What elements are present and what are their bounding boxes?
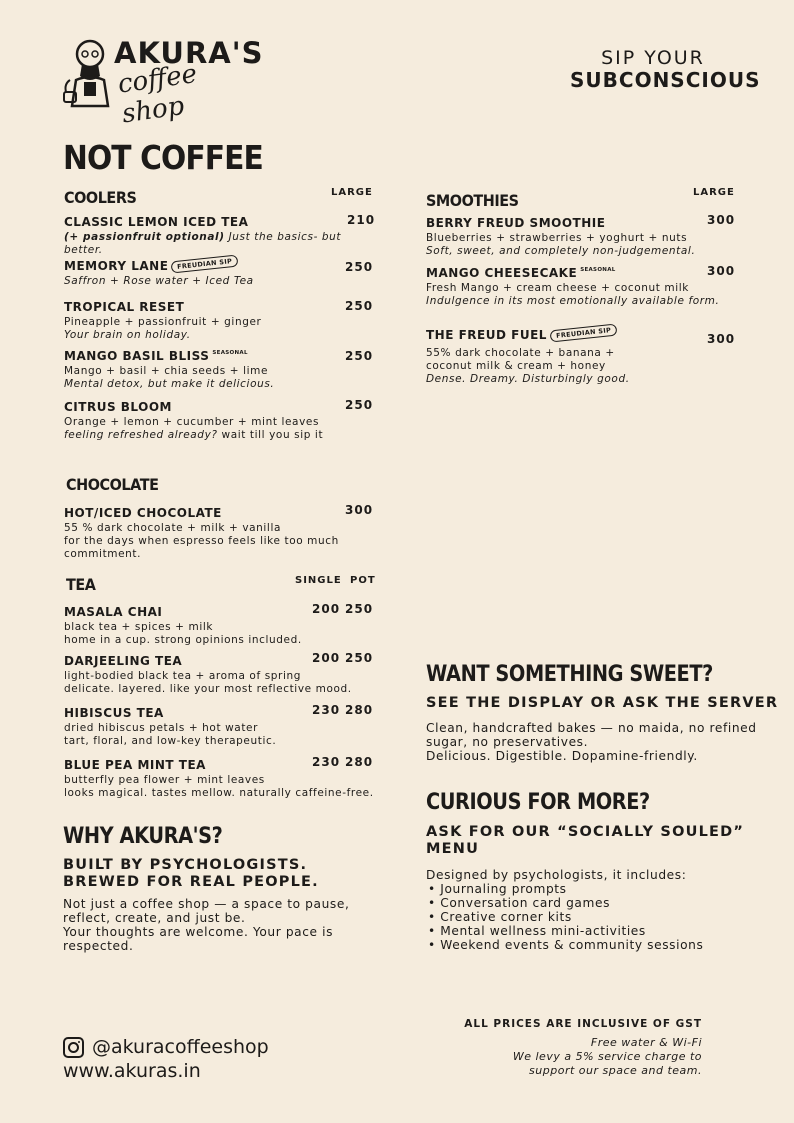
service-note: Free water & Wi-Fi We levy a 5% service charge to support our space and team.	[512, 1036, 702, 1077]
instagram-link[interactable]	[63, 1036, 269, 1058]
seasonal-tag: SEASONAL	[212, 350, 248, 356]
why-title: WHY AKURA'S?	[63, 824, 223, 849]
item-desc-italic: Your brain on holiday.	[64, 329, 191, 341]
item-price: 250	[345, 349, 374, 363]
list-item: • Creative corner kits	[428, 910, 572, 924]
item-price: 300	[707, 213, 736, 227]
seasonal-tag: SEASONAL	[580, 267, 616, 273]
item-name: MASALA CHAI	[64, 605, 163, 619]
item-price: 250	[345, 299, 374, 313]
why-body: Not just a coffee shop — a space to pause, reflect, create, and just be. Your thoughts are welcome. Your pace is respected.	[63, 897, 350, 953]
item-desc: Orange + lemon + cucumber + mint leaves	[64, 416, 320, 428]
item-price-single: 230	[312, 755, 341, 769]
tagline-line2: SUBCONSCIOUS	[570, 68, 761, 92]
brand-logo	[62, 36, 264, 130]
sweet-subtitle: SEE THE DISPLAY OR ASK THE SERVER	[426, 695, 779, 711]
smoothies-title: SMOOTHIES	[426, 191, 519, 210]
sweet-title: WANT SOMETHING SWEET?	[426, 662, 713, 687]
sweet-body: Clean, handcrafted bakes — no maida, no refined sugar, no preservatives. Delicious. Digestible. Dopamine-friendly.	[426, 721, 757, 763]
tagline-line1: SIP YOUR	[601, 47, 705, 69]
item-desc: home in a cup. strong opinions included.	[64, 634, 302, 646]
item-name: THE FREUD FUEL FREUDIAN SIP	[426, 327, 726, 342]
tea-col-pot: POT	[350, 575, 376, 586]
item-desc: dried hibiscus petals + hot water	[64, 722, 259, 734]
menu-item	[426, 327, 726, 386]
item-desc: tart, floral, and low-key therapeutic.	[64, 735, 277, 747]
menu-item	[64, 215, 364, 257]
item-desc-italic: Mental detox, but make it delicious.	[64, 378, 275, 390]
smoothies-column-label: LARGE	[693, 187, 735, 198]
brand-name: AKURA'S	[114, 36, 264, 70]
item-desc-italic: feeling refreshed already? wait till you sip it	[64, 429, 324, 441]
item-desc: Blueberries + strawberries + yoghurt + nuts	[426, 232, 688, 244]
curious-intro: Designed by psychologists, it includes:	[426, 868, 687, 882]
menu-item	[64, 400, 364, 442]
item-price: 250	[345, 260, 374, 274]
list-item: • Mental wellness mini-activities	[428, 924, 646, 938]
coolers-column-label: LARGE	[331, 187, 373, 198]
list-item: • Journaling prompts	[428, 882, 567, 896]
instagram-icon	[63, 1037, 84, 1058]
coolers-title: COOLERS	[64, 188, 137, 207]
item-price-pot: 280	[345, 703, 374, 717]
item-price: 300	[707, 264, 736, 278]
website-link[interactable]: www.akuras.in	[63, 1060, 201, 1082]
item-desc: (+ passionfruit optional) Just the basics- but better.	[64, 231, 342, 256]
curious-title: CURIOUS FOR MORE?	[426, 790, 650, 815]
gst-note: ALL PRICES ARE INCLUSIVE OF GST	[464, 1018, 702, 1030]
list-item: • Weekend events & community sessions	[428, 938, 704, 952]
item-desc: delicate. layered. like your most reflective mood.	[64, 683, 352, 695]
item-desc: Saffron + Rose water + Iced Tea	[64, 275, 254, 287]
tea-title: TEA	[66, 575, 96, 594]
menu-item	[426, 266, 726, 308]
item-name: HIBISCUS TEA	[64, 706, 164, 720]
brand-sub: coffee shop	[116, 58, 199, 130]
menu-item	[64, 349, 364, 391]
item-price-single: 200	[312, 651, 341, 665]
item-price-pot: 280	[345, 755, 374, 769]
menu-item	[426, 216, 726, 258]
curious-list	[428, 882, 703, 952]
item-name: MANGO CHEESECAKE $^{SEASONAL}$	[426, 266, 616, 280]
freudian-sip-badge: FREUDIAN SIP	[549, 324, 617, 343]
item-name: MANGO BASIL BLISS $^{SEASONAL}$	[64, 349, 248, 363]
item-desc: Mango + basil + chia seeds + lime	[64, 365, 269, 377]
curious-subtitle: ASK FOR OUR “SOCIALLY SOULED” MENU	[426, 824, 745, 857]
tea-col-single: SINGLE	[295, 575, 342, 586]
item-desc: for the days when espresso feels like too much	[64, 535, 339, 547]
item-name: MEMORY LANE FREUDIAN SIP	[64, 258, 364, 273]
menu-item	[64, 506, 354, 561]
item-desc: Fresh Mango + cream cheese + coconut milk	[426, 282, 689, 294]
item-desc: light-bodied black tea + aroma of spring	[64, 670, 301, 682]
item-desc: black tea + spices + milk	[64, 621, 214, 633]
item-price-single: 200	[312, 602, 341, 616]
item-price: 250	[345, 398, 374, 412]
menu-item	[64, 300, 364, 342]
item-price: 300	[707, 332, 736, 346]
item-name: HOT/ICED CHOCOLATE	[64, 506, 222, 520]
list-item: • Conversation card games	[428, 896, 611, 910]
item-price: 300	[345, 503, 374, 517]
mascot-icon	[62, 36, 112, 108]
item-price-pot: 250	[345, 651, 374, 665]
page-title: NOT COFFEE	[63, 138, 263, 177]
item-name: BERRY FREUD SMOOTHIE	[426, 216, 606, 230]
item-desc-italic: Dense. Dreamy. Disturbingly good.	[426, 373, 630, 385]
item-desc: 55 % dark chocolate + milk + vanilla	[64, 522, 282, 534]
item-price-single: 230	[312, 703, 341, 717]
item-desc-italic: Indulgence in its most emotionally available form.	[426, 295, 720, 307]
freudian-sip-badge: FREUDIAN SIP	[171, 255, 239, 274]
menu-item	[64, 258, 364, 288]
item-price-pot: 250	[345, 602, 374, 616]
item-desc-italic: Soft, sweet, and completely non-judgemental.	[426, 245, 696, 257]
item-desc: Pineapple + passionfruit + ginger	[64, 316, 262, 328]
instagram-handle: @akuracoffeeshop	[92, 1036, 269, 1058]
item-name: CITRUS BLOOM	[64, 400, 172, 414]
item-desc: 55% dark chocolate + banana +	[426, 347, 615, 359]
chocolate-title: CHOCOLATE	[66, 475, 159, 494]
why-subtitle: BUILT BY PSYCHOLOGISTS. BREWED FOR REAL PEOPLE.	[63, 857, 319, 890]
item-name: CLASSIC LEMON ICED TEA	[64, 215, 249, 229]
item-name: DARJEELING TEA	[64, 654, 183, 668]
item-desc: coconut milk & cream + honey	[426, 360, 606, 372]
item-desc: commitment.	[64, 548, 142, 560]
item-desc: butterfly pea flower + mint leaves	[64, 774, 265, 786]
item-price: 210	[347, 213, 376, 227]
item-name: TROPICAL RESET	[64, 300, 185, 314]
item-desc: looks magical. tastes mellow. naturally caffeine-free.	[64, 787, 374, 799]
item-name: BLUE PEA MINT TEA	[64, 758, 206, 772]
